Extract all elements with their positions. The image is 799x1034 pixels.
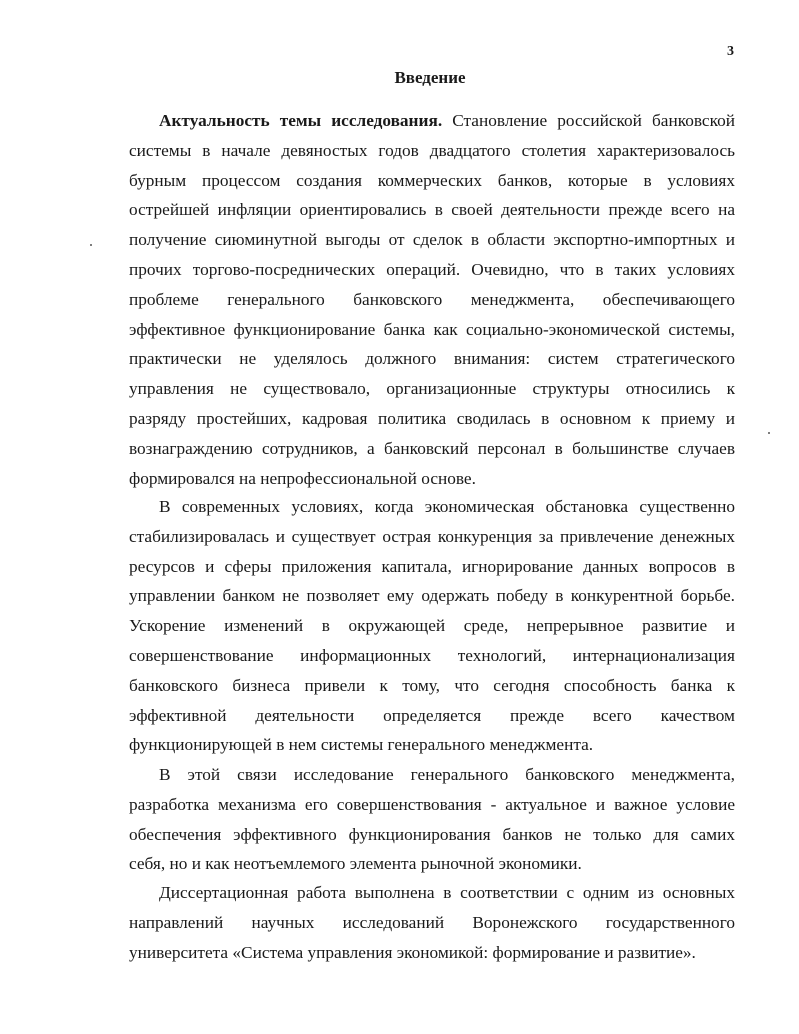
paragraph-line: эффективной деятельности определяется прежде всего качеством (129, 705, 735, 725)
paragraph-line: Диссертационная работа выполнена в соответствии с одним из основных (159, 883, 735, 902)
paragraph-line: бурным процессом создания коммерческих банков, которые в условиях (129, 170, 735, 190)
paragraph-line: разработка механизма его совершенствования - актуальное и важное условие (129, 794, 735, 814)
paragraph-modern-conditions (129, 492, 735, 760)
paragraph-line: университета «Система управления экономикой: формирование и развитие». (129, 942, 696, 962)
paragraph-line: управления не существовало, организационные структуры относились к (129, 379, 735, 399)
scan-speck (90, 244, 92, 246)
paragraph-line: обеспечения эффективного функционирования банков не только для самих (129, 824, 735, 844)
paragraph-line: формировался на непрофессиональной основе. (129, 468, 476, 488)
paragraph-line: себя, но и как неотъемлемого элемента рыночной экономики. (129, 854, 582, 874)
paragraph-line: вознаграждению сотрудников, а банковский персонал в большинстве случаев (129, 438, 735, 458)
paragraph-line: Ускорение изменений в окружающей среде, непрерывное развитие и (129, 616, 735, 636)
paragraph-line: стабилизировалась и существует острая конкуренция за привлечение денежных (129, 526, 735, 546)
paragraph-research-link (129, 760, 735, 879)
paragraph-line: ресурсов и сферы приложения капитала, игнорирование данных вопросов в (129, 556, 735, 576)
paragraph-line: практически не уделялось должного внимания: систем стратегического (129, 349, 735, 369)
paragraph-relevance (129, 106, 735, 493)
paragraph-line: эффективное функционирование банка как социально-экономической системы, (129, 319, 735, 339)
paragraph-line: управлении банком не позволяет ему одержать победу в конкурентной борьбе. (129, 586, 735, 606)
paragraph-line: проблеме генерального банковского менеджмента, обеспечивающего (129, 289, 735, 309)
paragraph-line: совершенствование информационных технологий, интернационализация (129, 645, 735, 665)
paragraph-line: В современных условиях, когда экономическая обстановка существенно (159, 497, 735, 516)
paragraph-line: разряду простейших, кадровая политика сводилась в основном к приему и (129, 408, 735, 428)
paragraph-line: Актуальность темы исследования. Становление российской банковской (159, 111, 735, 130)
paragraph-line: прочих торгово-посреднических операций. Очевидно, что в таких условиях (129, 259, 735, 279)
paragraph-line: функционирующей в нем системы генерального менеджмента. (129, 735, 594, 755)
paragraph-line: системы в начале девяностых годов двадцатого столетия характеризовалось (129, 140, 735, 160)
paragraph-line: В этой связи исследование генерального банковского менеджмента, (159, 765, 735, 784)
page-number: 3 (727, 44, 734, 59)
paragraph-line: банковского бизнеса привели к тому, что сегодня способность банка к (129, 675, 735, 695)
paragraph-line: направлений научных исследований Воронежского государственного (129, 912, 735, 932)
paragraph-line: острейшей инфляции ориентировались в своей деятельности прежде всего на (129, 200, 735, 220)
paragraph-dissertation (129, 878, 735, 967)
paragraph-line: получение сиюминутной выгоды от сделок в области экспортно-импортных и (129, 230, 735, 250)
scan-speck (768, 432, 770, 434)
page-title: Введение (394, 68, 466, 87)
paragraph-lead: Актуальность темы исследования. (159, 111, 443, 130)
